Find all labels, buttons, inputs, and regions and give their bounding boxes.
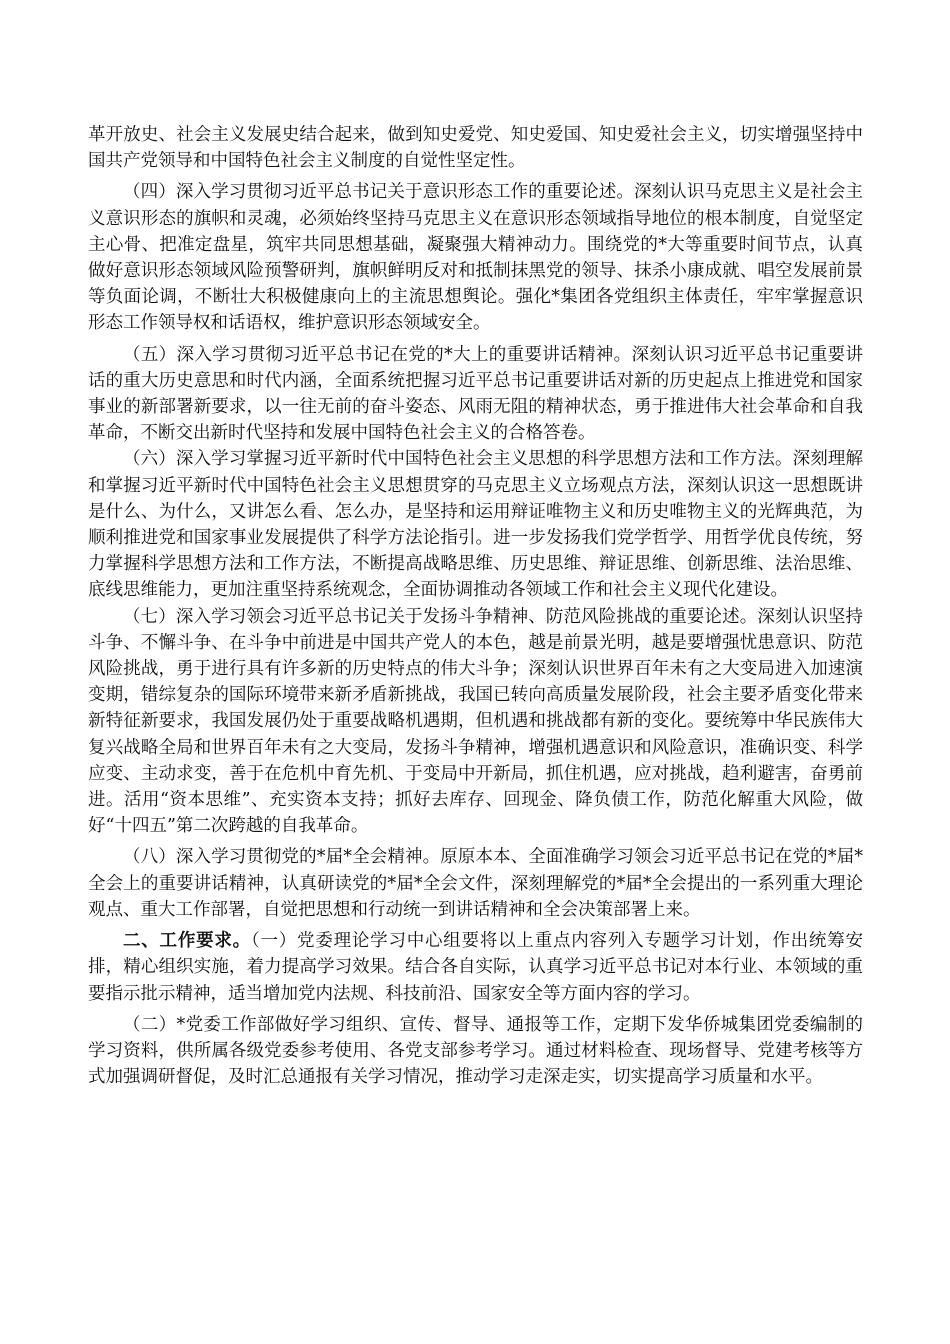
- section-text: （一）党委理论学习中心组要将以上重点内容列入专题学习计划，作出统筹安排，精心组织实施，着力提高学习效果。结合各自实际，认真学习近平总书记对本行业、本领域的重要指示批示精神，适当增加党内法规、科技前沿、国家安全等方面内容的学习。: [88, 931, 863, 1004]
- section-heading: 二、工作要求。: [123, 931, 251, 952]
- paragraph-6: （六）深入学习掌握习近平新时代中国特色社会主义思想的科学思想方法和工作方法。深刻理解和掌握习近平新时代中国特色社会主义思想贯穿的马克思主义立场观点方法，深刻认识这一思想既讲是什么、为什么，又讲怎么看、怎么办，是坚持和运用辩证唯物主义和历史唯物主义的光辉典范，为顺利推进党和国家事业发展提供了科学方法论指引。进一步发扬我们党学哲学、用哲学优良传统，努力掌握科学思想方法和工作方法，不断提高战略思维、历史思维、辩证思维、创新思维、法治思维、底线思维能力，更加注重坚持系统观念，全面协调推动各领域工作和社会主义现代化建设。: [88, 449, 863, 601]
- paragraph-requirement-2: （二）*党委工作部做好学习组织、宣传、督导、通报等工作，定期下发华侨城集团党委编制的学习资料，供所属各级党委参考使用、各党支部参考学习。通过材料检查、现场督导、党建考核等方式加强调研督促，及时汇总通报有关学习情况，推动学习走深走实，切实提高学习质量和水平。: [88, 1014, 863, 1088]
- paragraph-continuation: 革开放史、社会主义发展史结合起来，做到知史爱党、知史爱国、知史爱社会主义，切实增强坚持中国共产党领导和中国特色社会主义制度的自觉性坚定性。: [88, 125, 863, 172]
- section-work-requirements: [88, 928, 863, 1007]
- paragraph-5: （五）深入学习贯彻习近平总书记在党的*大上的重要讲话精神。深刻认识习近平总书记重要讲话的重大历史意思和时代内涵，全面系统把握习近平总书记重要讲话对新的历史起点上推进党和国家事业的新部署新要求，以一往无前的奋斗姿态、风雨无阻的精神状态，勇于推进伟大社会革命和自我革命，不断交出新时代坚持和发展中国特色社会主义的合格答卷。: [88, 344, 863, 444]
- paragraph-8: （八）深入学习贯彻党的*届*全会精神。原原本本、全面准确学习领会习近平总书记在党的*届*全会上的重要讲话精神，认真研读党的*届*全会文件，深刻理解党的*届*全会提出的一系列重大理论观点、重大工作部署，自觉把思想和行动统一到讲话精神和全会决策部署上来。: [88, 847, 863, 920]
- paragraph-4: （四）深入学习贯彻习近平总书记关于意识形态工作的重要论述。深刻认识马克思主义是社会主义意识形态的旗帜和灵魂，必须始终坚持马克思主义在意识形态领域指导地位的根本制度，自觉坚定主心骨、把准定盘星，筑牢共同思想基础，凝聚强大精神动力。围绕党的*大等重要时间节点，认真做好意识形态领域风险预警研判，旗帜鲜明反对和抵制抹黑党的领导、抹杀小康成就、唱空发展前景等负面论调，不断壮大积极健康向上的主流思想舆论。强化*集团各党组织主体责任，牢牢掌握意识形态工作领导权和话语权，维护意识形态领域安全。: [88, 182, 863, 334]
- paragraph-7: （七）深入学习领会习近平总书记关于发扬斗争精神、防范风险挑战的重要论述。深刻认识坚持斗争、不懈斗争、在斗争中前进是中国共产党人的本色，越是前景光明，越是要增强忧患意识、防范风险挑战，勇于进行具有许多新的历史特点的伟大斗争；深刻认识世界百年未有之大变局进入加速演变期，错综复杂的国际环境带来新矛盾新挑战，我国已转向高质量发展阶段，社会主要矛盾变化带来新特征新要求，我国发展仍处于重要战略机遇期，但机遇和挑战都有新的变化。要统筹中华民族伟大复兴战略全局和世界百年未有之大变局，发扬斗争精神，增强机遇意识和风险意识，准确识变、科学应变、主动求变，善于在危机中育先机、于变局中开新局，抓住机遇，应对挑战，趋利避害，奋勇前进。活用“资本思维”、充实资本支持；抓好去库存、回现金、降负债工作，防范化解重大风险，做好“十四五”第二次跨越的自我革命。: [88, 606, 863, 837]
- document-body: [88, 122, 863, 1090]
